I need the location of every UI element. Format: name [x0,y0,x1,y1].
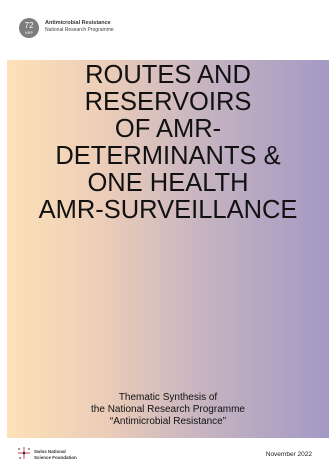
snsf-org-name [34,449,77,460]
snsf-logo-icon [17,446,31,460]
cover-title-line: DETERMINANTS & [55,142,281,170]
synthesis-line: the National Research Programme [91,404,245,415]
synthesis-line: Thematic Synthesis of [118,392,218,403]
programme-subtitle: National Research Programme [45,27,114,33]
programme-title: Antimicrobial Resistance [45,20,111,26]
cover-title [7,62,329,224]
synthesis-line: “Antimicrobial Resistance” [109,416,227,427]
publication-date: November 2022 [265,451,312,458]
header-bar [0,0,329,60]
cover-title-line: AMR-SURVEILLANCE [38,196,298,224]
cover-title-line: OF AMR- [114,115,222,143]
cover-title-line: ONE HEALTH [87,169,249,197]
snsf-org-line: Science Foundation [34,454,77,460]
cover-title-line: ROUTES AND [85,61,251,89]
synthesis-caption [7,392,329,428]
nrp-badge-icon [19,18,39,38]
nrp-badge-number: 72 [24,21,34,30]
snsf-org-line: Swiss National [34,449,66,454]
cover-title-line: RESERVOIRS [84,88,252,116]
nrp-badge-subtitle: NRP [25,31,33,35]
